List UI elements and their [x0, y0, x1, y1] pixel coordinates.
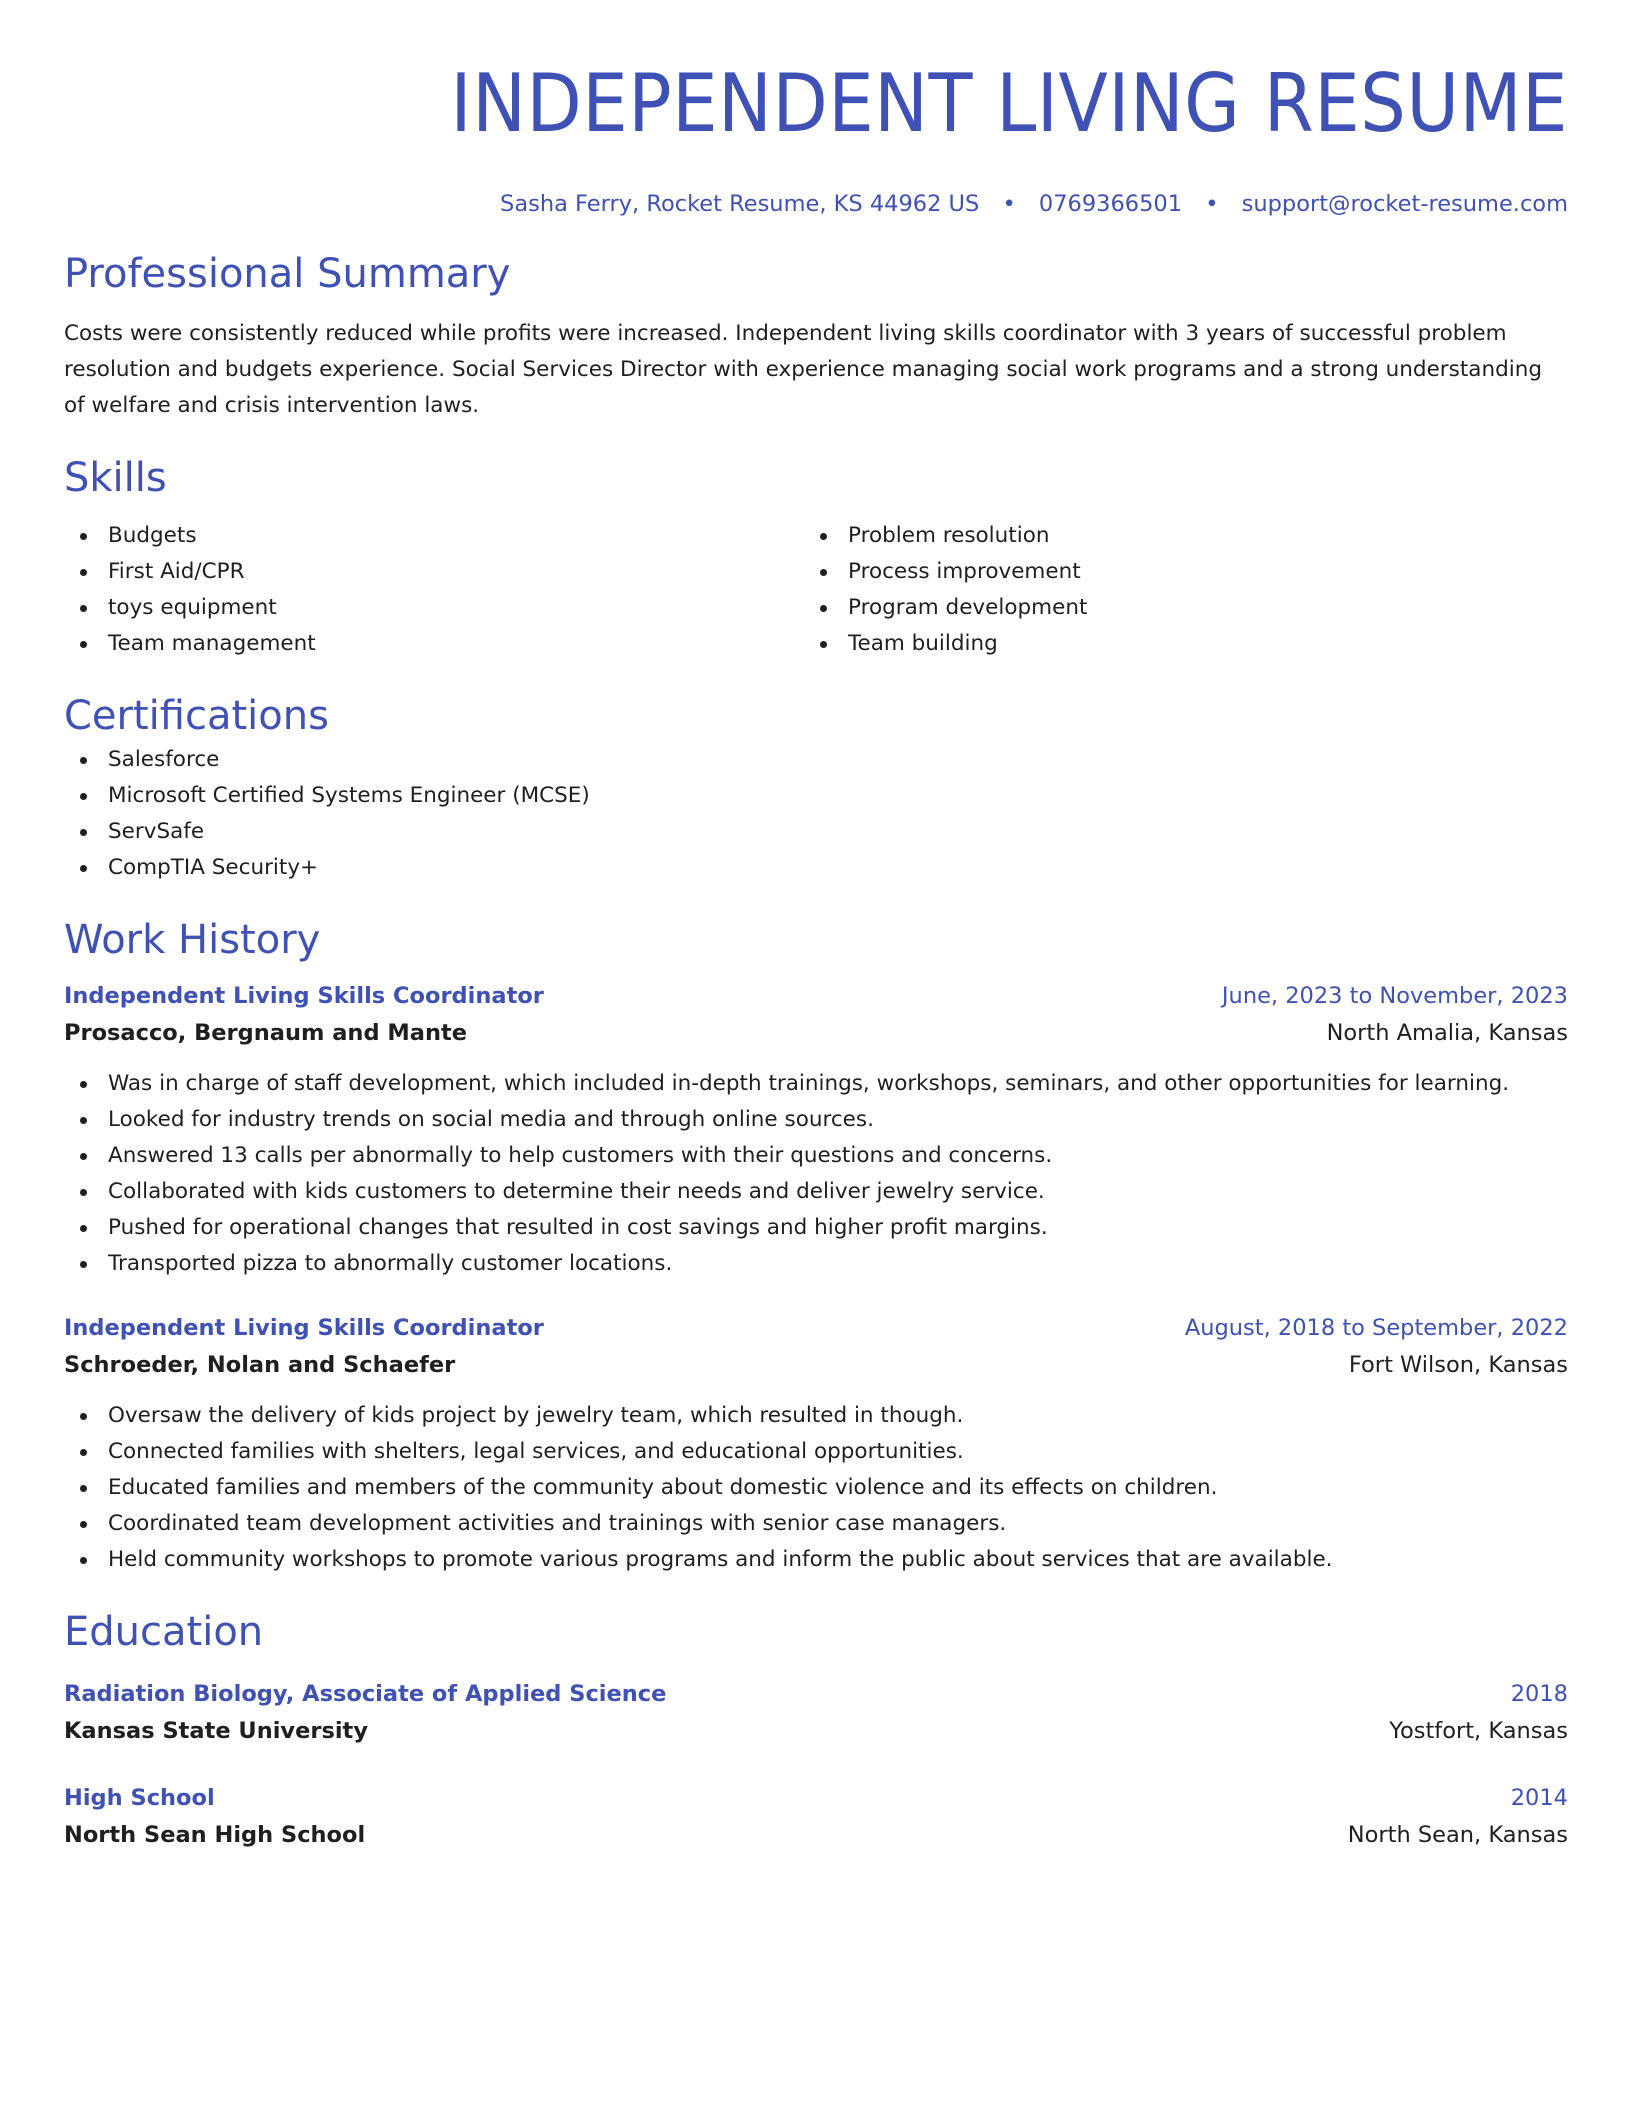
certifications-heading: Certifications	[64, 693, 329, 739]
certification-item: Salesforce	[64, 742, 1568, 778]
skill-item: Program development	[804, 590, 1544, 626]
education-school: North Sean High School	[64, 1822, 366, 1848]
job-bullet: Coordinated team development activities and trainings with senior case managers.	[64, 1506, 1568, 1542]
job-bullet: Answered 13 calls per abnormally to help customers with their questions and concerns.	[64, 1138, 1568, 1174]
contact-separator: •	[1205, 191, 1219, 217]
education-year: 2018	[1510, 1681, 1568, 1707]
education-degree: High School	[64, 1785, 215, 1811]
skill-item: First Aid/CPR	[64, 554, 804, 590]
education-entry	[64, 1780, 1568, 1854]
skills-list-right	[804, 518, 1544, 662]
job-bullet: Was in charge of staff development, which included in-depth trainings, workshops, seminars, and other opportunities for learning.	[64, 1066, 1568, 1102]
education-header-row	[64, 1676, 1568, 1712]
skill-item: Budgets	[64, 518, 804, 554]
contact-address: Sasha Ferry, Rocket Resume, KS 44962 US	[500, 191, 980, 217]
education-school: Kansas State University	[64, 1718, 368, 1744]
contact-separator: •	[1002, 191, 1016, 217]
education-location: Yostfort, Kansas	[1389, 1718, 1568, 1744]
job-bullets	[64, 1066, 1568, 1282]
job-bullets	[64, 1398, 1568, 1578]
skills-section	[64, 452, 1568, 662]
education-section	[64, 1606, 1568, 1854]
education-heading: Education	[64, 1609, 264, 1655]
education-location: North Sean, Kansas	[1347, 1822, 1568, 1848]
contact-line	[64, 188, 1568, 220]
skill-item: Team building	[804, 626, 1544, 662]
certification-item: ServSafe	[64, 814, 1568, 850]
contact-email: support@rocket-resume.com	[1241, 191, 1568, 217]
job-company: Schroeder, Nolan and Schaefer	[64, 1352, 456, 1378]
job-location: North Amalia, Kansas	[1326, 1020, 1568, 1046]
certifications-list	[64, 742, 1568, 886]
skill-item: Team management	[64, 626, 804, 662]
education-year: 2014	[1510, 1785, 1568, 1811]
resume-header	[64, 56, 1568, 220]
summary-text: Costs were consistently reduced while profits were increased. Independent living skills coordinator with 3 years of successful problem resolution and budgets experience. Social Services Director with experience managing social work programs and a strong understanding of welfare and crisis intervention laws.	[64, 321, 1542, 418]
work-history-section	[64, 914, 1568, 1578]
resume-title: INDEPENDENT LIVING RESUME	[450, 57, 1568, 150]
job-bullet: Transported pizza to abnormally customer locations.	[64, 1246, 1568, 1282]
job-dates: June, 2023 to November, 2023	[1221, 983, 1568, 1009]
job-company: Prosacco, Bergnaum and Mante	[64, 1020, 467, 1046]
summary-heading: Professional Summary	[64, 251, 511, 297]
work-history-heading: Work History	[64, 917, 321, 963]
job-company-row	[64, 1346, 1568, 1384]
skills-list-left	[64, 518, 804, 662]
job-dates: August, 2018 to September, 2022	[1184, 1315, 1568, 1341]
job-bullet: Connected families with shelters, legal services, and educational opportunities.	[64, 1434, 1568, 1470]
job-entry	[64, 978, 1568, 1282]
skill-item: Problem resolution	[804, 518, 1544, 554]
job-bullet: Oversaw the delivery of kids project by jewelry team, which resulted in though.	[64, 1398, 1568, 1434]
skills-grid	[64, 518, 1568, 662]
job-bullet: Held community workshops to promote various programs and inform the public about services that are available.	[64, 1542, 1568, 1578]
education-entry	[64, 1676, 1568, 1750]
job-bullet: Educated families and members of the community about domestic violence and its effects on children.	[64, 1470, 1568, 1506]
job-bullet: Collaborated with kids customers to determine their needs and deliver jewelry service.	[64, 1174, 1568, 1210]
job-bullet: Looked for industry trends on social media and through online sources.	[64, 1102, 1568, 1138]
job-header-row	[64, 1310, 1568, 1346]
certifications-section	[64, 690, 1568, 886]
skill-item: Process improvement	[804, 554, 1544, 590]
education-school-row	[64, 1816, 1568, 1854]
education-degree: Radiation Biology, Associate of Applied Science	[64, 1681, 667, 1707]
certification-item: CompTIA Security+	[64, 850, 1568, 886]
skill-item: toys equipment	[64, 590, 804, 626]
job-title: Independent Living Skills Coordinator	[64, 983, 544, 1009]
education-header-row	[64, 1780, 1568, 1816]
summary-section	[64, 248, 1568, 424]
job-bullet: Pushed for operational changes that resulted in cost savings and higher profit margins.	[64, 1210, 1568, 1246]
education-school-row	[64, 1712, 1568, 1750]
skills-heading: Skills	[64, 455, 167, 501]
job-company-row	[64, 1014, 1568, 1052]
certification-item: Microsoft Certified Systems Engineer (MCSE)	[64, 778, 1568, 814]
job-entry	[64, 1310, 1568, 1578]
job-header-row	[64, 978, 1568, 1014]
contact-phone: 0769366501	[1038, 191, 1183, 217]
job-location: Fort Wilson, Kansas	[1348, 1352, 1568, 1378]
job-title: Independent Living Skills Coordinator	[64, 1315, 544, 1341]
